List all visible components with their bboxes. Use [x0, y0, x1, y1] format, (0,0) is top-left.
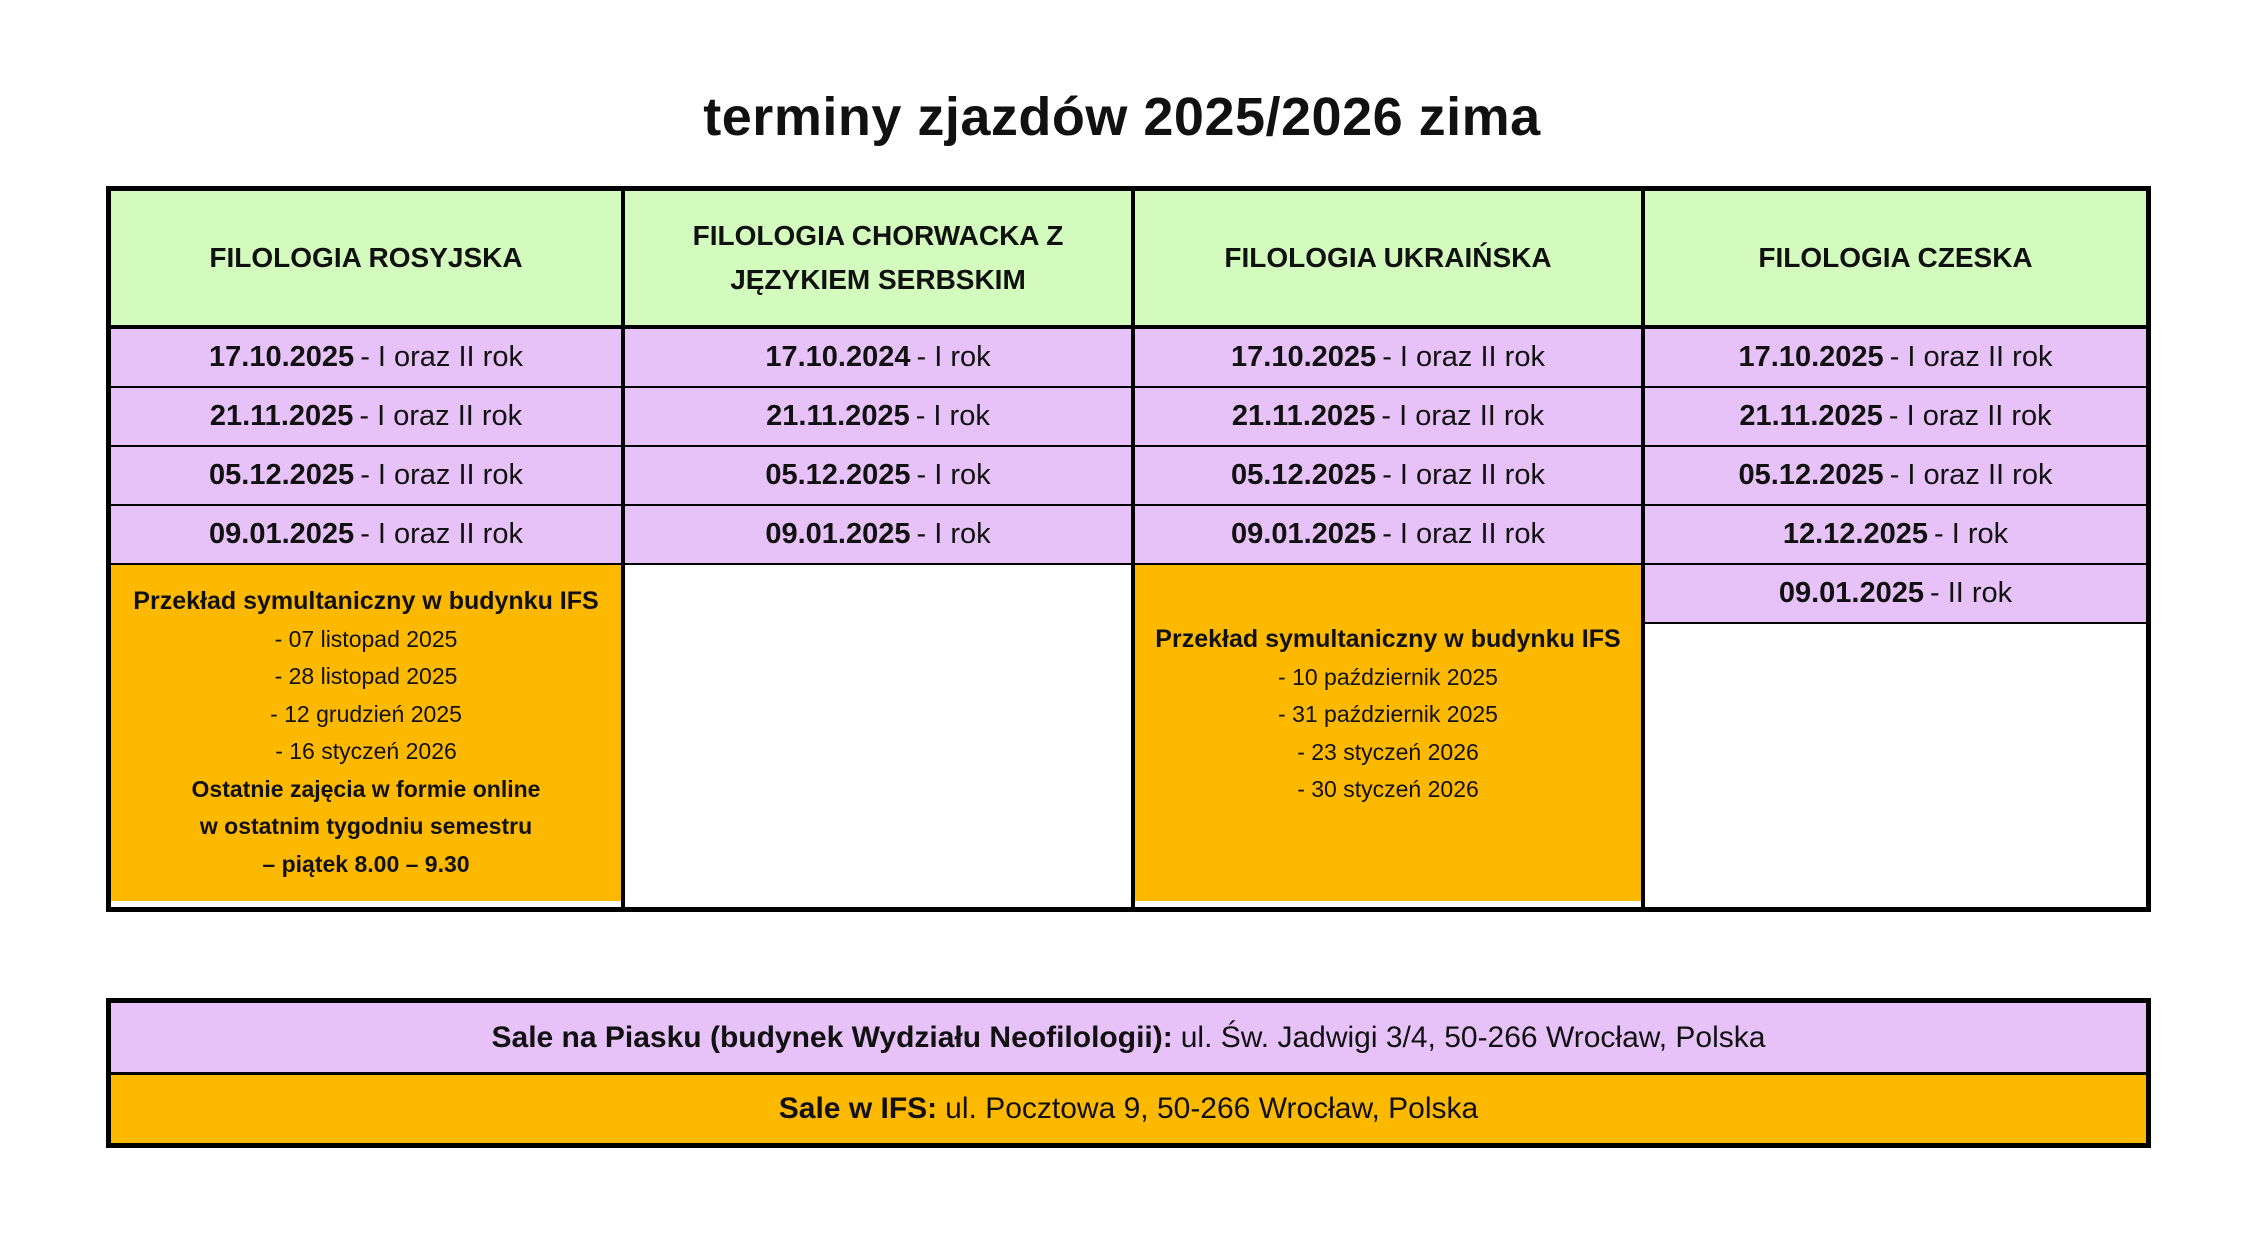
schedule-table [106, 186, 2151, 912]
note-heading: Przekład symultaniczny w budynku IFS [133, 587, 599, 615]
note-item: - 16 styczeń 2026 [275, 738, 457, 764]
column-czeska [1641, 191, 2146, 907]
date-desc: - I oraz II rok [1382, 459, 1545, 491]
date-row [625, 388, 1131, 447]
note-item: - 07 listopad 2025 [274, 625, 458, 652]
date: 21.11.2025 [766, 400, 910, 432]
note-heading: Przekład symultaniczny w budynku IFS [1155, 625, 1621, 653]
date-row [111, 388, 621, 447]
date: 09.01.2025 [209, 518, 355, 550]
note-item: - 28 listopad 2025 [274, 663, 458, 689]
date-row [1135, 447, 1641, 506]
page-title: terminy zjazdów 2025/2026 zima [703, 87, 1541, 147]
date: 21.11.2025 [1231, 400, 1376, 432]
note-item: - 10 październik 2025 [1278, 663, 1498, 690]
date-row [1645, 388, 2146, 447]
empty-cell [1645, 624, 2146, 899]
date-desc: - I oraz II rok [360, 518, 523, 550]
date-row [1645, 447, 2146, 506]
column-chorwacka [621, 191, 1131, 907]
date-desc: - II rok [1929, 577, 2013, 609]
date-desc: - I oraz II rok [1889, 459, 2053, 491]
date: 09.01.2025 [1231, 518, 1377, 550]
date: 17.10.2024 [765, 341, 911, 373]
date: 05.12.2025 [1231, 459, 1377, 491]
note-footer: – piątek 8.00 – 9.30 [262, 850, 470, 877]
interpreting-note [111, 565, 621, 901]
date-desc: - I oraz II rok [1889, 341, 2053, 373]
column-header: FILOLOGIA CHORWACKA Z JĘZYKIEM SERBSKIM [625, 191, 1131, 329]
date-desc: - I rok [916, 459, 991, 491]
note-item: - 23 styczeń 2026 [1297, 738, 1479, 765]
date-desc: - I oraz II rok [360, 459, 523, 491]
note-footer: Ostatnie zajęcia w formie online [191, 775, 541, 802]
date-desc: - I oraz II rok [1382, 341, 1545, 373]
address-label: Sale w IFS: [778, 1092, 938, 1125]
date-row [1135, 506, 1641, 565]
date-row [625, 506, 1131, 565]
date: 05.12.2025 [765, 459, 911, 491]
date-desc: - I rok [916, 341, 991, 373]
date-row [1135, 388, 1641, 447]
column-header: FILOLOGIA UKRAIŃSKA [1135, 191, 1641, 329]
date-desc: - I oraz II rok [359, 400, 523, 432]
date-desc: - I oraz II rok [1382, 518, 1545, 550]
date: 21.11.2025 [209, 400, 354, 432]
note-item: - 31 październik 2025 [1278, 701, 1498, 727]
date: 17.10.2025 [209, 341, 355, 373]
address-row-piasek [111, 1003, 2146, 1075]
column-ukrainska [1131, 191, 1641, 907]
date: 09.01.2025 [765, 518, 911, 550]
note-item: - 30 styczeń 2026 [1297, 776, 1479, 802]
date-desc: - I rok [915, 400, 990, 432]
interpreting-note [1135, 565, 1641, 901]
date-desc: - I oraz II rok [1381, 400, 1545, 432]
address-label: Sale na Piasku (budynek Wydziału Neofilologii): [491, 1020, 1173, 1054]
date: 17.10.2025 [1231, 341, 1377, 373]
date: 09.01.2025 [1778, 577, 1924, 609]
date-desc: - I rok [1934, 518, 2009, 550]
date-row [111, 329, 621, 388]
note-footer: w ostatnim tygodniu semestru [199, 813, 533, 839]
date: 05.12.2025 [209, 459, 355, 491]
address-text: ul. Pocztowa 9, 50-266 Wrocław, Polska [945, 1092, 1479, 1125]
empty-cell [625, 565, 1131, 901]
date-desc: - I oraz II rok [360, 341, 523, 373]
date-desc: - I rok [916, 518, 991, 550]
date-row [111, 506, 621, 565]
date: 17.10.2025 [1738, 341, 1884, 373]
date-row [625, 329, 1131, 388]
date-row [111, 447, 621, 506]
note-item: - 12 grudzień 2025 [270, 700, 462, 727]
date: 12.12.2025 [1782, 518, 1929, 550]
address-row-ifs [111, 1075, 2146, 1143]
date-row [1645, 329, 2146, 388]
date: 21.11.2025 [1739, 400, 1883, 432]
date: 05.12.2025 [1738, 459, 1884, 491]
addresses-table [106, 998, 2151, 1148]
date-row [625, 447, 1131, 506]
column-header: FILOLOGIA CZESKA [1645, 191, 2146, 329]
date-row [1645, 506, 2146, 565]
address-text: ul. Św. Jadwigi 3/4, 50-266 Wrocław, Polska [1180, 1020, 1766, 1054]
column-header: FILOLOGIA ROSYJSKA [111, 191, 621, 329]
date-row [1645, 565, 2146, 624]
date-row [1135, 329, 1641, 388]
date-desc: - I oraz II rok [1888, 400, 2052, 432]
column-rosyjska [111, 191, 621, 907]
